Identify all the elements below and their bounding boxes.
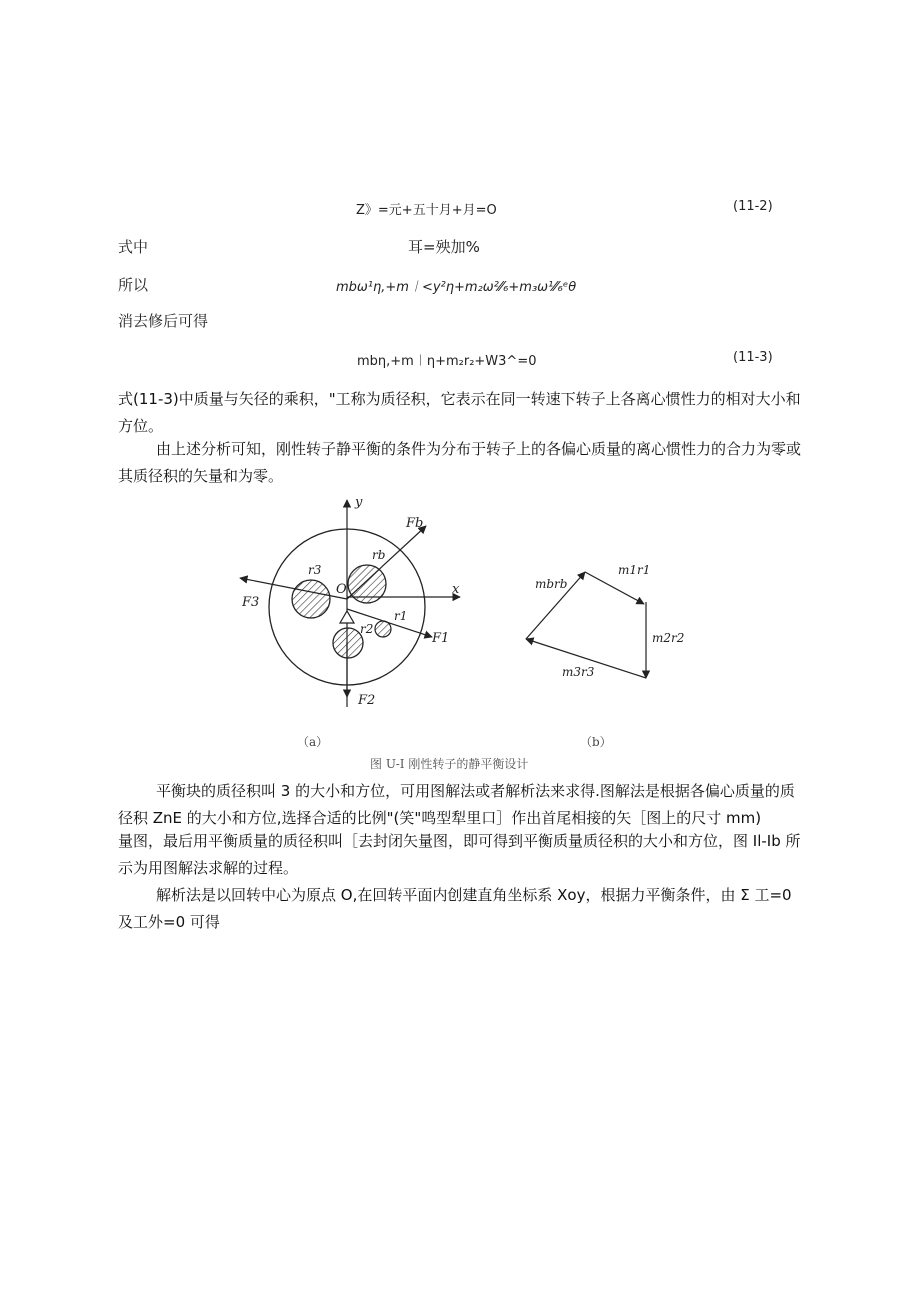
mbrb-label: mbrb (535, 577, 568, 591)
figure-panel-a-label: （a） (297, 735, 329, 749)
paragraph-static-balance-condition: 由上述分析可知，刚性转子静平衡的条件为分布于转子上的各偏心质量的离心惯性力的合力为零或其质径积的矢量和为零。 (118, 440, 802, 485)
paragraph-analytical-method: 解析法是以回转中心为原点 O,在回转平面内创建直角坐标系 Xoy，根据力平衡条件，由 Σ 工=0 及工外=0 可得 (118, 886, 792, 931)
equation-11-2: Z》=元+五十月+月=O (356, 203, 497, 218)
F1-label: F1 (432, 631, 450, 646)
figure-caption: 图 U-I 刚性转子的静平衡设计 (370, 757, 529, 771)
xiaoqu-label: 消去修后可得 (118, 312, 209, 330)
mass-r3 (292, 580, 330, 618)
shizhong-equation: 耳=殃加% (408, 238, 480, 256)
axis-x-label: x (452, 582, 460, 597)
force-Fb-arrow (347, 526, 426, 599)
shizhong-label: 式中 (118, 238, 149, 256)
F3-label: F3 (242, 595, 260, 610)
rb-label: rb (372, 548, 386, 562)
equation-11-3: mbη,+m︱η+m₂r₂+W3^=0 (357, 354, 537, 369)
m1r1-label: m1r1 (618, 563, 651, 577)
suoyi-equation: mbω¹η,+m︱<y²η+m₂ω²⁄⁄₆+m₃ω¹⁄⁄₆ᵉθ (336, 280, 577, 295)
paragraph-zhijingji: 式(11-3)中质量与矢径的乘积，"工称为质径积，它表示在同一转速下转子上各离心惯性力的相对大小和方位。 (118, 390, 801, 435)
origin-label: O (336, 582, 347, 597)
F2-label: F2 (358, 693, 376, 708)
pivot-support (340, 611, 354, 623)
r1-label: r1 (394, 609, 408, 623)
paragraph-graphical-method: 平衡块的质径积叫 3 的大小和方位，可用图解法或者解析法来求得.图解法是根据各偏心质量的质径积 ZnE 的大小和方位,选择合适的比例"(笑"鸣型犁里口］作出首尾相接的矢［图上的尺寸 mm) (118, 782, 795, 827)
r3-label: r3 (308, 563, 322, 577)
panel-b-vector-polygon (526, 563, 684, 679)
mass-r2 (333, 628, 363, 658)
m3r3-label: m3r3 (562, 665, 595, 679)
mass-rb (348, 565, 386, 603)
mass-r1 (375, 621, 391, 637)
figure-static-balance (230, 492, 700, 752)
suoyi-label: 所以 (118, 276, 149, 294)
figure-panel-b-label: （b） (580, 735, 612, 749)
r2-label: r2 (360, 622, 374, 636)
paragraph-closed-vector-diagram: 量图，最后用平衡质量的质径积叫［去封闭矢量图，即可得到平衡质量质径积的大小和方位，图 Il-Ib 所示为用图解法求解的过程。 (118, 832, 801, 877)
Fb-label: Fb (406, 516, 424, 531)
equation-number-11-3: (11-3) (733, 350, 773, 365)
m2r2-label: m2r2 (652, 631, 685, 645)
axis-y-label: y (355, 495, 363, 510)
panel-a-rotor (240, 495, 460, 708)
equation-number-11-2: (11-2) (733, 199, 773, 214)
